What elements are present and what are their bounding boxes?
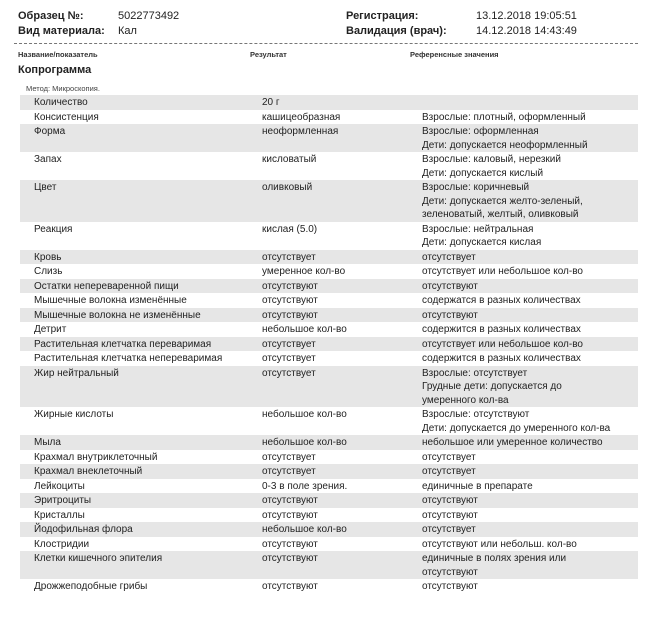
reference-line: Дети: допускается кислая — [422, 237, 542, 248]
indicator-result: отсутствует — [262, 366, 422, 408]
reference-values — [422, 180, 638, 222]
indicator-result: небольшое кол-во — [262, 435, 422, 450]
indicator-name: Крахмал внутриклеточный — [34, 451, 158, 463]
reference-values — [422, 464, 638, 479]
indicator-name: Остатки непереваренной пищи — [20, 279, 262, 294]
reference-values — [422, 293, 638, 308]
table-row — [20, 152, 638, 180]
table-row — [20, 279, 638, 294]
indicator-result: отсутствуют — [262, 295, 318, 306]
indicator-result: отсутствуют — [262, 279, 422, 294]
indicator-name: Реакция — [34, 223, 73, 235]
reference-values — [422, 407, 638, 435]
table-row — [20, 464, 638, 479]
indicator-result: отсутствуют — [262, 551, 422, 579]
indicator-name: Растительная клетчатка непереваримая — [34, 353, 223, 364]
table-row — [20, 110, 638, 125]
indicator-result: умеренное кол-во — [262, 266, 346, 277]
reference-values — [422, 124, 638, 152]
reference-values — [422, 479, 638, 494]
reference-line: умеренного кол-ва — [422, 394, 509, 406]
indicator-result: небольшое кол-во — [262, 324, 347, 335]
validation-value: 14.12.2018 14:43:49 — [476, 25, 577, 37]
reference-line: отсутствует — [422, 524, 476, 535]
reference-values — [422, 450, 638, 465]
table-row — [20, 222, 638, 250]
sample-number-label: Образец №: — [18, 10, 84, 22]
reference-values — [422, 551, 638, 579]
table-row — [20, 337, 638, 352]
indicator-name: Дрожжеподобные грибы — [34, 581, 148, 592]
indicator-result: отсутствует — [262, 337, 422, 352]
method-note: Метод: Микроскопия. — [26, 84, 100, 93]
registration-label: Регистрация: — [346, 10, 419, 22]
indicator-result: 20 г — [262, 95, 422, 110]
reference-line: Дети: допускается до умеренного кол-ва — [422, 422, 611, 434]
registration-value: 13.12.2018 19:05:51 — [476, 10, 577, 22]
table-row — [20, 264, 638, 279]
reference-values — [422, 250, 638, 265]
indicator-result: небольшое кол-во — [262, 409, 347, 420]
indicator-name: Клостридии — [34, 538, 90, 550]
table-row — [20, 522, 638, 537]
column-header-reference: Референсные значения — [410, 50, 499, 59]
indicator-name: Форма — [20, 124, 262, 152]
indicator-name: Кристаллы — [34, 509, 85, 521]
reference-values — [422, 95, 638, 110]
table-row — [20, 450, 638, 465]
table-row — [20, 124, 638, 152]
reference-line: отсутствует — [422, 466, 476, 477]
column-header-result: Результат — [250, 50, 287, 59]
reference-line: единичные в полях зрения или — [422, 553, 567, 564]
indicator-name: Клетки кишечного эпителия — [20, 551, 262, 579]
table-row — [20, 407, 638, 435]
indicator-result: отсутствует — [262, 250, 422, 265]
reference-line: Взрослые: оформленная — [422, 126, 539, 137]
material-type-label: Вид материала: — [18, 25, 105, 37]
reference-line: отсутствуют — [422, 566, 478, 578]
reference-line: единичные в препарате — [422, 480, 533, 492]
material-type-value: Кал — [118, 25, 137, 37]
reference-values — [422, 110, 638, 125]
results-table — [20, 95, 638, 594]
results-table-body — [20, 95, 638, 594]
indicator-result: отсутствуют — [262, 308, 422, 323]
indicator-result: отсутствует — [262, 464, 422, 479]
sample-number-value: 5022773492 — [118, 10, 180, 22]
reference-line: Грудные дети: допускается до — [422, 381, 562, 392]
indicator-name: Мышечные волокна изменённые — [34, 295, 187, 306]
indicator-name: Запах — [34, 154, 62, 165]
indicator-name: Слизь — [34, 266, 63, 277]
reference-line: Дети: допускается желто-зеленый, — [422, 195, 583, 207]
reference-line: отсутствуют — [422, 309, 478, 321]
table-row — [20, 493, 638, 508]
reference-line: отсутствуют — [422, 509, 478, 521]
indicator-name: Крахмал внеклеточный — [20, 464, 262, 479]
indicator-result: 0-3 в поле зрения. — [262, 480, 348, 492]
reference-line: содержатся в разных количествах — [422, 295, 581, 306]
indicator-name: Жирные кислоты — [34, 409, 114, 420]
reference-line: Взрослые: коричневый — [422, 182, 530, 193]
table-row — [20, 366, 638, 408]
reference-line: отсутствует или небольшое кол-во — [422, 338, 583, 350]
reference-line: Дети: допускается неоформленный — [422, 139, 588, 151]
indicator-name: Консистенция — [34, 111, 99, 123]
reference-line: Взрослые: отсутствует — [422, 367, 528, 379]
table-row — [20, 537, 638, 552]
reference-values — [422, 493, 638, 508]
indicator-name: Детрит — [34, 324, 67, 335]
reference-line: небольшое или умеренное количество — [422, 437, 603, 448]
reference-line: Взрослые: плотный, оформленный — [422, 111, 586, 123]
indicator-result: отсутствуют — [262, 581, 318, 592]
table-row — [20, 435, 638, 450]
indicator-result: небольшое кол-во — [262, 522, 422, 537]
reference-values — [422, 435, 638, 450]
reference-values — [422, 508, 638, 523]
indicator-name: Йодофильная флора — [20, 522, 262, 537]
reference-values — [422, 222, 638, 250]
reference-values — [422, 264, 638, 279]
indicator-result: отсутствуют — [262, 493, 422, 508]
reference-line: отсутствуют или небольш. кол-во — [422, 538, 577, 550]
table-row — [20, 250, 638, 265]
reference-line: отсутствует или небольшое кол-во — [422, 266, 583, 277]
table-row — [20, 508, 638, 523]
table-row — [20, 551, 638, 579]
reference-line: отсутствуют — [422, 581, 478, 592]
indicator-name: Мышечные волокна не изменённые — [20, 308, 262, 323]
indicator-result: оливковый — [262, 180, 422, 222]
indicator-name: Жир нейтральный — [20, 366, 262, 408]
reference-line: отсутствует — [422, 451, 476, 463]
reference-line: отсутствуют — [422, 280, 478, 292]
table-row — [20, 308, 638, 323]
reference-line: Взрослые: отсутствуют — [422, 409, 530, 420]
indicator-result: отсутствует — [262, 353, 316, 364]
table-row — [20, 351, 638, 366]
header-divider — [14, 43, 638, 44]
reference-line: Взрослые: нейтральная — [422, 223, 534, 235]
reference-values — [422, 351, 638, 366]
indicator-result: кисловатый — [262, 154, 317, 165]
section-title: Копрограмма — [18, 64, 92, 76]
indicator-name: Эритроциты — [20, 493, 262, 508]
reference-line: Взрослые: каловый, нерезкий — [422, 154, 561, 165]
reference-values — [422, 308, 638, 323]
reference-values — [422, 337, 638, 352]
indicator-name: Лейкоциты — [34, 480, 85, 492]
indicator-name: Растительная клетчатка переваримая — [20, 337, 262, 352]
reference-values — [422, 322, 638, 337]
indicator-name: Цвет — [20, 180, 262, 222]
table-row — [20, 95, 638, 110]
reference-line: Дети: допускается кислый — [422, 167, 544, 179]
table-row — [20, 293, 638, 308]
indicator-name: Кровь — [20, 250, 262, 265]
reference-values — [422, 152, 638, 180]
reference-line: отсутствуют — [422, 495, 478, 506]
reference-line: содержится в разных количествах — [422, 324, 581, 335]
indicator-name: Количество — [20, 95, 262, 110]
table-row — [20, 479, 638, 494]
reference-line: содержится в разных количествах — [422, 353, 581, 364]
reference-values — [422, 579, 638, 594]
indicator-name: Мыла — [20, 435, 262, 450]
reference-values — [422, 366, 638, 408]
table-row — [20, 579, 638, 594]
reference-values — [422, 537, 638, 552]
indicator-result: отсутствуют — [262, 538, 318, 550]
indicator-result: кашицеобразная — [262, 111, 341, 123]
reference-line: отсутствует — [422, 251, 476, 263]
validation-label: Валидация (врач): — [346, 25, 447, 37]
indicator-result: отсутствуют — [262, 509, 318, 521]
indicator-result: отсутствует — [262, 451, 316, 463]
table-row — [20, 322, 638, 337]
table-row — [20, 180, 638, 222]
reference-line: зеленоватый, желтый, оливковый — [422, 209, 579, 220]
reference-values — [422, 279, 638, 294]
reference-line — [422, 96, 638, 110]
indicator-result: неоформленная — [262, 124, 422, 152]
indicator-result: кислая (5.0) — [262, 223, 318, 235]
column-header-name: Название/показатель — [18, 50, 98, 59]
reference-values — [422, 522, 638, 537]
